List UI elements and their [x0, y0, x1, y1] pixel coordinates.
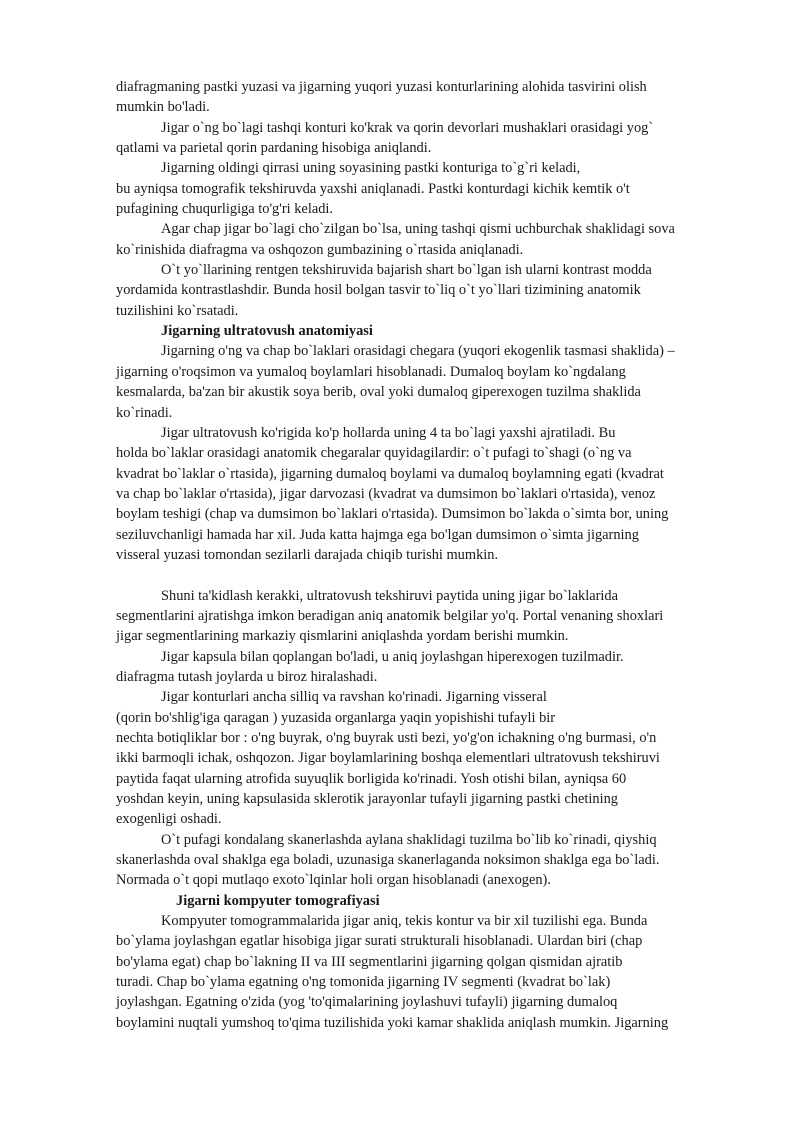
text-line: diafragma tutash joylarda u biroz hiralashadi. [116, 668, 378, 685]
text-line: pufagining chuqurligiga to'g'ri keladi. [116, 201, 333, 218]
text-line: (qorin bo'shlig'iga qaragan ) yuzasida organlarga yaqin yopishishi tufayli bir [116, 709, 556, 726]
text-line: turadi. Chap bo`ylama egatning o'ng tomonida jigarning IV segmenti (kvadrat bo`lak) [116, 974, 611, 991]
text-line: holda bo`laklar orasidagi anatomik chegaralar quyidagilardir: o`t pufagi to`shagi (o`ng va [116, 445, 632, 462]
text-line: Normada o`t qopi mutlaqo exoto`lqinlar holi organ hisoblanadi (anexogen). [116, 872, 551, 889]
paragraph-gap [116, 565, 744, 585]
text-line: mumkin bo'ladi. [116, 99, 210, 116]
text-line: paytida faqat ularning atrofida suyuqlik borligida ko'rinadi. Yosh otishi bilan, ayniqsa 60 [116, 770, 627, 787]
text-line: va chap bo`laklar o'rtasida), jigar darvozasi (kvadrat va dumsimon bo`laklari o'rtasida), venoz [116, 485, 656, 502]
text-line: Kompyuter tomogrammalarida jigar aniq, tekis kontur va bir xil tuzilishi ega. Bunda [161, 913, 648, 930]
text-line: nechta botiqliklar bor : o'ng buyrak, o'ng buyrak usti bezi, yo'g'on ichakning o'ng burmasi, o'n [116, 730, 657, 746]
text-line: Jigar konturlari ancha silliq va ravshan ko'rinadi. Jigarning visseral [161, 689, 547, 706]
text-line: Shuni ta'kidlash kerakki, ultratovush tekshiruvi paytida uning jigar bo`laklarida [161, 587, 619, 604]
text-line: ko`rinadi. [116, 404, 173, 421]
text-line: Jigar o`ng bo`lagi tashqi konturi ko'krak va qorin devorlari mushaklari orasidagi yog` [161, 119, 654, 136]
text-line: boylam teshigi (chap va dumsimon bo`laklari o'rtasida). Dumsimon bo`lakda o`simta bor, uning [116, 506, 669, 523]
text-line: Jigarning o'ng va chap bo`laklari orasidagi chegara (yuqori ekogenlik tasmasi shaklida) – [161, 343, 675, 360]
document-page [116, 77, 744, 1033]
text-line: O`t yo`llarining rentgen tekshiruvida bajarish shart bo`lgan ish ularni kontrast modda [161, 262, 652, 279]
text-line: Agar chap jigar bo`lagi cho`zilgan bo`lsa, uning tashqi qismi uchburchak shaklidagi sova [161, 221, 675, 238]
text-line: diafragmaning pastki yuzasi va jigarning yuqori yuzasi konturlarining alohida tasvirini olish [116, 79, 647, 95]
text-line: yordamida kontrastlashdir. Bunda hosil bolgan tasvir to`liq o`t yo`llari tizimining anatomik [116, 282, 641, 299]
text-line: yoshdan keyin, uning kapsulasida sklerotik jarayonlar tufayli jigarning pastki chetining [116, 791, 618, 808]
text-line: bo`ylama joylashgan egatlar hisobiga jigar surati strukturali hisoblanadi. Ulardan biri (chap [116, 933, 643, 950]
text-line: O`t pufagi kondalang skanerlashda aylana shaklidagi tuzilma bo`lib ko`rinadi, qiyshiq [161, 831, 657, 848]
section-heading-ultrasound: Jigarning ultratovush anatomiyasi [161, 323, 373, 340]
text-line: visseral yuzasi tomondan sezilarli darajada chiqib turishi mumkin. [116, 546, 499, 563]
text-line: exogenligi oshadi. [116, 811, 222, 828]
text-line: seziluvchanligi hamada har xil. Juda katta hajmga ega bo'lgan dumsimon o`simta jigarning [116, 526, 639, 543]
text-line: jigar segmentlarining markaziy qismlarini aniqlashda yordam berishi mumkin. [116, 628, 569, 645]
text-line: kesmalarda, ba'zan bir akustik soya berib, oval yoki dumaloq giperexogen tuzilma shaklida [116, 384, 641, 401]
section-heading-ct: Jigarni kompyuter tomografiyasi [176, 892, 380, 909]
text-line: joylashgan. Egatning o'zida (yog 'to'qimalarining joylashuvi tufayli) jigarning dumaloq [116, 994, 618, 1011]
text-line: skanerlashda oval shaklga ega boladi, uzunasiga skanerlaganda noksimon shaklga ega bo`ladi. [116, 852, 660, 869]
text-line: ko`rinishida diafragma va oshqozon gumbazining o`rtasida aniqlanadi. [116, 241, 524, 258]
text-line: boylamini nuqtali yumshoq to'qima tuzilishida yoki kamar shaklida aniqlash mumkin. Jigarning [116, 1014, 669, 1031]
text-line: qatlami va parietal qorin pardaning hisobiga aniqlandi. [116, 140, 432, 157]
text-line: tuzilishini ko`rsatadi. [116, 302, 239, 319]
text-line: ikki barmoqli ichak, oshqozon. Jigar boylamlarining boshqa elementlari ultratovush tekshiruvi [116, 750, 660, 767]
text-line: segmentlarini ajratishga imkon beradigan aniq anatomik belgilar yo'q. Portal venaning shoxlari [116, 607, 664, 624]
text-line: Jigar ultratovush ko'rigida ko'p hollarda uning 4 ta bo`lagi yaxshi ajratiladi. Bu [161, 424, 616, 441]
text-line: kvadrat bo`laklar o`rtasida), jigarning dumaloq boylami va dumaloq boylamning egati (kvadrat [116, 465, 664, 482]
text-line: jigarning o'roqsimon va yumaloq boylamlari hisoblanadi. Dumaloq boylam ko`ngdalang [116, 363, 626, 380]
text-line: Jigarning oldingi qirrasi uning soyasining pastki konturiga to`g`ri keladi, [161, 160, 581, 177]
text-line: bu ayniqsa tomografik tekshiruvda yaxshi aniqlanadi. Pastki konturdagi kichik kemtik o't [116, 180, 630, 197]
text-line: Jigar kapsula bilan qoplangan bo'ladi, u aniq joylashgan hiperexogen tuzilmadir. [161, 648, 624, 665]
text-line: bo'ylama egat) chap bo`lakning II va III segmentlarini jigarning qolgan qismidan ajratib [116, 953, 623, 970]
